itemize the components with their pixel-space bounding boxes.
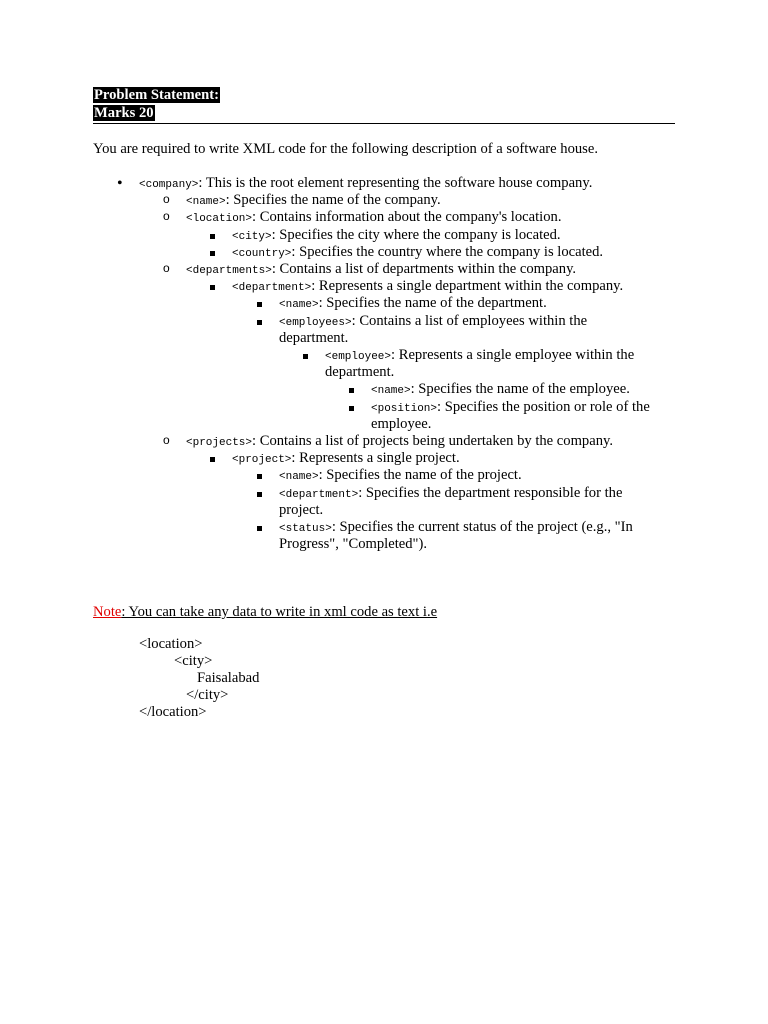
outline-item-text: department. [325,364,395,381]
outline-item-line [186,433,613,452]
bullet-circle-marker: o [163,209,170,224]
outline-item-line [279,485,622,504]
bullet-square-marker [303,353,308,359]
bullet-circle-marker: o [163,261,170,275]
example-line-city-close: </city> [186,687,229,703]
example-line-value: Faisalabad [197,670,260,686]
xml-tag-name: <city> [232,230,272,243]
xml-tag-name: <employee> [325,351,392,363]
outline-item-line [186,261,576,280]
outline-item-line [279,502,323,519]
outline-item-text: Progress", "Completed"). [279,536,427,553]
outline-item-text: project. [279,501,324,518]
outline-item-line [371,399,650,418]
outline-item-text: : Specifies the name of the company. [225,192,441,209]
outline-item-line [232,244,603,263]
outline-item-text: : This is the root element representing the software house company. [198,175,593,191]
outline-item-text: : Specifies the name of the department. [318,295,547,312]
outline-item-text: : Specifies the department responsible for the [358,484,623,501]
outline-item-text: : Contains a list of projects being undertaken by the company. [252,433,613,449]
bullet-square-marker [257,491,262,497]
xml-tag-name: <department> [279,488,359,501]
xml-tag-name: <name> [279,471,319,484]
outline-item-line [139,175,592,194]
outline-item-line [371,416,431,433]
example-line-location-close: </location> [139,704,207,720]
heading-rule [93,123,675,124]
outline-item-text: employee. [371,415,432,432]
xml-tag-name: <position> [371,402,438,415]
bullet-square-marker [349,405,354,411]
bullet-square-marker [210,456,215,462]
outline-item-line [279,519,633,538]
outline-item-line [279,313,587,332]
bullet-circle-marker: o [163,192,170,207]
outline-item-text: department. [279,329,349,346]
bullet-square-marker [210,284,215,290]
example-line-location-open: <location> [139,636,203,652]
bullet-square-marker [257,525,262,531]
xml-tag-name: <name> [186,196,226,209]
xml-tag-name: <country> [232,247,292,260]
bullet-square-marker [349,387,354,393]
bullet-dot-marker: • [117,175,123,192]
outline-item-line [279,330,348,347]
outline-item-line [232,450,460,469]
xml-tag-name: <location> [186,213,253,226]
outline-item-text: : Represents a single employee within the [391,347,635,363]
outline-item-line [186,192,441,211]
outline-item-text: : Contains a list of departments within the company. [271,261,577,277]
bullet-square-marker [257,319,262,325]
intro-text: You are required to write XML code for the following description of a software house. [93,141,598,157]
outline-item-text: : Represents a single department within the company. [311,278,624,295]
outline-item-line [186,209,561,228]
outline-item-text: : Specifies the position or role of the [437,398,650,415]
example-line-city-open: <city> [174,653,213,669]
xml-tag-name: <project> [232,454,292,467]
xml-tag-name: <employees> [279,316,352,329]
bullet-square-marker [210,233,215,239]
bullet-circle-marker: o [163,433,170,447]
xml-tag-name: <name> [279,299,319,312]
outline-item-line [279,467,522,486]
outline-item-line [325,364,394,381]
note-text: : You can take any data to write in xml code as text i.e [121,604,438,620]
outline-item-text: : Contains information about the company's location. [252,209,562,226]
note-line [93,604,437,621]
outline-item-line [232,227,561,246]
outline-item-line [279,536,427,553]
outline-item-text: : Specifies the name of the employee. [410,381,630,398]
xml-tag-name: <department> [232,282,312,295]
outline-item-text: : Specifies the country where the company is located. [291,243,604,260]
bullet-square-marker [257,473,262,479]
outline-item-text: : Contains a list of employees within the [351,312,588,329]
outline-item-text: : Specifies the current status of the project (e.g., "In [331,519,633,535]
outline-item-text: : Specifies the name of the project. [318,467,522,484]
outline-item-line [325,347,634,366]
bullet-square-marker [210,250,215,256]
outline-item-line [232,278,623,297]
outline-item-text: : Represents a single project. [291,450,460,467]
note-label: Note [93,604,122,620]
outline-item-line [279,295,547,314]
outline-item-line [371,381,630,400]
xml-tag-name: <company> [139,179,199,191]
xml-tag-name: <name> [371,385,411,398]
xml-tag-name: <status> [279,523,332,535]
xml-tag-name: <departments> [186,265,272,277]
marks-heading: Marks 20 [94,105,154,121]
problem-statement-heading: Problem Statement: [94,87,219,103]
outline-item-text: : Specifies the city where the company is located. [271,226,561,243]
xml-tag-name: <projects> [186,437,253,449]
bullet-square-marker [257,301,262,307]
